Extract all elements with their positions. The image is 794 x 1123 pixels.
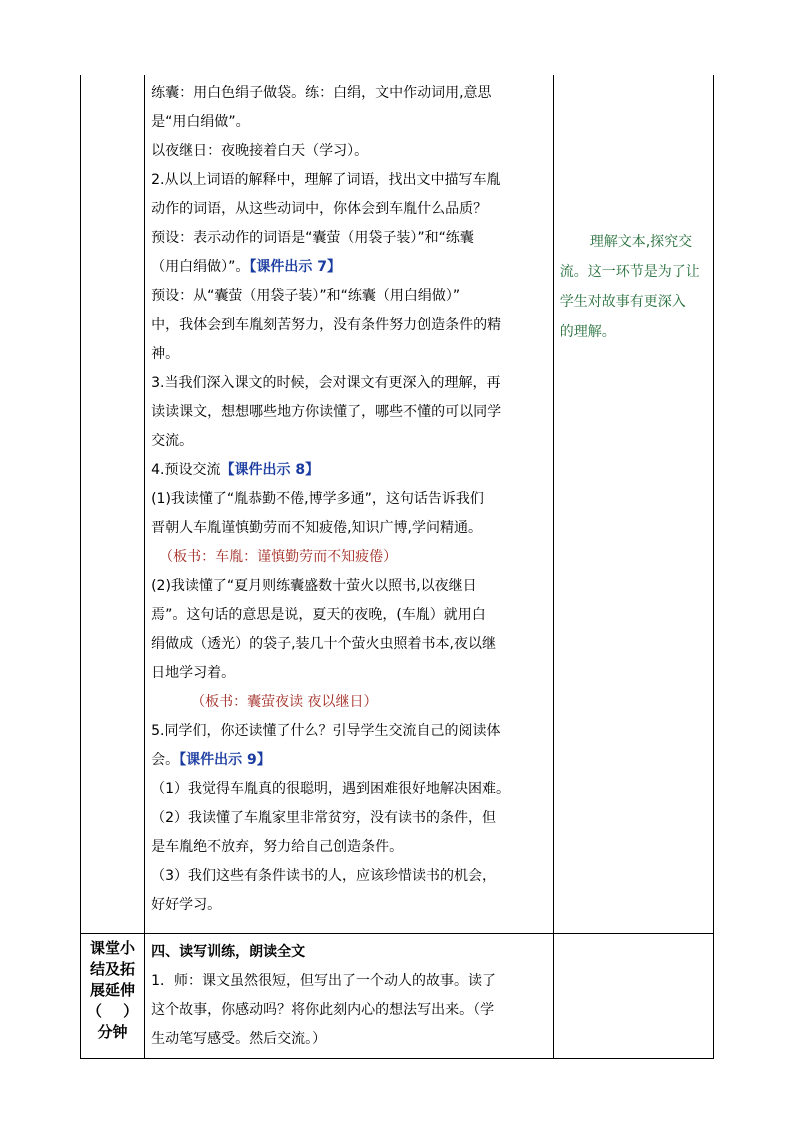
summary-intent-cell: [553, 934, 713, 1059]
note-line: 学生对故事有更深入: [559, 294, 686, 310]
content-text: 会。: [151, 752, 180, 768]
content-line: [151, 253, 550, 282]
content-text: 4.预设交流: [151, 462, 221, 478]
content-line: 2.从以上词语的解释中，理解了词语，找出文中描写车胤: [151, 172, 501, 188]
content-text: （用白绢做）”。: [151, 259, 250, 275]
stage-label-line: 结及拓: [90, 960, 136, 978]
content-line: 预设：从“囊萤（用袋子装）”和“练囊（用白绢做）”: [151, 288, 461, 304]
courseware-tag: 【课件出示 9】: [179, 752, 271, 768]
lesson-plan-table: [80, 75, 714, 1059]
content-line: 是“用白绢做”。: [151, 114, 250, 130]
content-line: 交流。: [151, 433, 194, 449]
blackboard-note: （板书：囊萤夜读 夜以继日）: [191, 694, 378, 710]
content-line: (1)我读懂了“胤恭勤不倦,博学多通”，这句话告诉我们: [151, 491, 484, 507]
stage-label-line: 展延伸: [90, 981, 136, 999]
content-line: [151, 746, 550, 775]
content-line: 练囊：用白色绢子做袋。练：白绢，文中作动词用,意思: [151, 85, 492, 101]
content-line: 神。: [151, 346, 180, 362]
content-line: 好好学习。: [151, 897, 222, 913]
stage-label-line: 课堂小: [90, 939, 136, 957]
content-line: 焉”。这句话的意思是说，夏天的夜晚，(车胤）就用白: [151, 607, 486, 623]
paren-close: ）: [123, 1002, 139, 1020]
duration-blank: [81, 1001, 144, 1022]
design-intent-cell: [553, 75, 713, 934]
content-line: 预设：表示动作的词语是“囊萤（用袋子装）”和“练囊: [151, 230, 474, 246]
design-intent-note: [554, 75, 713, 347]
content-line: 生动笔写感受。然后交流。）: [151, 1031, 327, 1047]
duration-unit: 分钟: [97, 1023, 128, 1041]
content-line: 读读课文，想想哪些地方你读懂了，哪些不懂的可以同学: [151, 404, 502, 420]
content-line: 5.同学们，你还读懂了什么？引导学生交流自己的阅读体: [151, 723, 501, 739]
content-line: 1．师：课文虽然很短，但写出了一个动人的故事。读了: [151, 973, 496, 989]
content-line: （3）我们这些有条件读书的人，应该珍惜读书的机会，: [151, 868, 496, 884]
content-line: 日地学习着。: [151, 665, 236, 681]
stage-label-cell: [81, 934, 145, 1059]
content-line: 这个故事，你感动吗？将你此刻内心的想法写出来。（学: [151, 1002, 495, 1018]
content-line: （2）我读懂了车胤家里非常贫穷，没有读书的条件，但: [151, 810, 496, 826]
note-line: 流。这一环节是为了让: [559, 264, 700, 280]
content-line: [151, 456, 550, 485]
content-line: 3.当我们深入课文的时候，会对课文有更深入的理解，再: [151, 375, 501, 391]
content-line: 以夜继日：夜晚接着白天（学习）。: [151, 143, 369, 159]
summary-row: [81, 934, 714, 1059]
content-line: 晋朝人车胤谨慎勤劳而不知疲倦,知识广博,学问精通。: [151, 520, 482, 536]
content-line: （1）我觉得车胤真的很聪明，遇到困难很好地解决困难。: [151, 781, 510, 797]
courseware-tag: 【课件出示 7】: [249, 259, 341, 275]
teaching-process-row: [81, 75, 714, 934]
courseware-tag: 【课件出示 8】: [220, 462, 320, 478]
note-line: 理解文本,探究交: [589, 234, 693, 250]
paren-open: （: [87, 1002, 103, 1020]
content-line: 中，我体会到车胤刻苦努力，没有条件努力创造条件的精: [151, 317, 502, 333]
blackboard-note: （板书：车胤：谨慎勤劳而不知疲倦）: [159, 549, 398, 565]
content-line: 是车胤绝不放弃，努力给自己创造条件。: [151, 839, 404, 855]
teaching-content-cell: [145, 75, 554, 934]
section-title: 四、读写训练，朗读全文: [151, 944, 306, 960]
stage-cell-empty: [81, 75, 145, 934]
content-line: 动作的词语，从这些动词中，你体会到车胤什么品质？: [151, 201, 488, 217]
note-line: 的理解。: [559, 324, 616, 340]
content-line: 绢做成（透光）的袋子,装几十个萤火虫照着书本,夜以继: [151, 636, 496, 652]
content-line: (2)我读懂了“夏月则练囊盛数十萤火以照书,以夜继日: [151, 578, 477, 594]
summary-content-cell: [145, 934, 554, 1059]
